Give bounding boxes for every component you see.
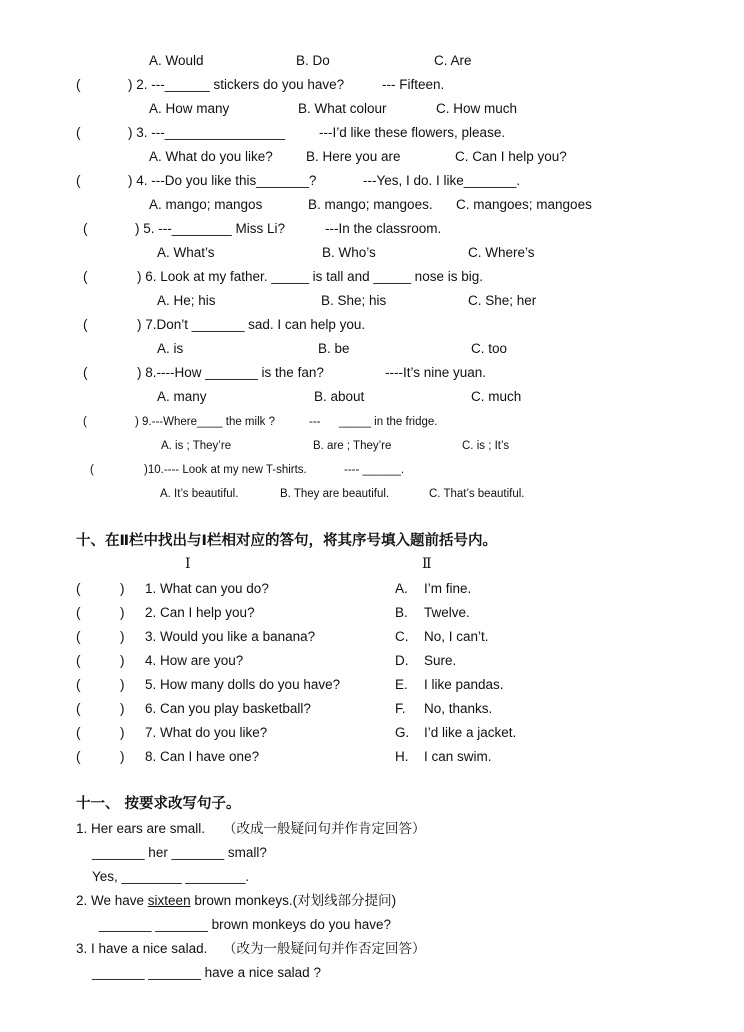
match-paren-close: ) [120,581,125,596]
rewrite-1-sentence: 1. Her ears are small. [76,821,206,836]
q5-option-a: A. What’s [157,245,215,260]
match-question: 6. Can you play basketball? [145,701,311,716]
match-answer-letter: C. [395,629,409,644]
match-paren-close: ) [120,701,125,716]
match-answer-letter: B. [395,605,408,620]
match-question: 5. How many dolls do you have? [145,677,341,692]
match-answer: I’d like a jacket. [424,725,517,740]
q4-paren: ( [76,173,81,188]
q3-option-a: A. What do you like? [149,149,273,164]
match-answer-letter: D. [395,653,409,668]
q3-answer: ---I’d like these flowers, please. [319,125,506,140]
q4-option-c: C. mangoes; mangoes [456,197,592,212]
q6-stem: ) 6. Look at my father. _____ is tall and _____ nose is big. [137,269,483,284]
match-answer: I’m fine. [424,581,472,596]
match-question: 8. Can I have one? [145,749,260,764]
q6-option-b: B. She; his [321,293,387,308]
match-question: 3. Would you like a banana? [145,629,316,644]
match-question: 1. What can you do? [145,581,269,596]
rewrite-2-question-line: _______ _______ brown monkeys do you have? [99,917,391,932]
q7-option-c: C. too [471,341,508,356]
q10-answer: ---- ______. [344,464,405,476]
q9-answer: _____ in the fridge. [339,416,438,428]
column1-header: Ⅰ [185,556,191,572]
q7-stem: ) 7.Don’t _______ sad. I can help you. [137,317,366,332]
match-answer: I like pandas. [424,677,504,692]
q2-stem: ) 2. ---______ stickers do you have? [128,77,345,92]
q8-answer: ----It’s nine yuan. [385,365,487,380]
q9-stem: ) 9.---Where____ the milk ? [135,416,275,428]
q5-paren: ( [83,221,88,236]
q10-option-b: B. They are beautiful. [280,488,390,500]
q2-paren: ( [76,77,81,92]
q10-stem: )10.---- Look at my new T-shirts. [144,464,307,476]
match-paren-close: ) [120,653,125,668]
rewrite-2-suffix: brown monkeys.(对划线部分提问) [190,893,397,908]
q1-option-b: B. Do [296,53,330,68]
q6-paren: ( [83,269,88,284]
q2-option-c: C. How much [436,101,518,116]
q3-option-c: C. Can I help you? [455,149,567,164]
q1-option-c: C. Are [434,53,472,68]
rewrite-2-underlined-word: sixteen [147,893,191,908]
q10-option-c: C. That’s beautiful. [429,488,525,500]
q4-stem: ) 4. ---Do you like this_______? [128,173,317,188]
part10-title: 十、在Ⅱ栏中找出与Ⅰ栏相对应的答句，将其序号填入题前括号内。 [76,533,497,549]
q2-option-b: B. What colour [298,101,387,116]
match-paren-close: ) [120,677,125,692]
match-answer: I can swim. [424,749,492,764]
match-paren-open: ( [76,725,81,740]
q7-option-a: A. is [157,341,184,356]
rewrite-3-sentence: 3. I have a nice salad. [76,941,208,956]
match-paren-close: ) [120,749,125,764]
column2-header: Ⅱ [422,556,432,572]
part11-title: 十一、 按要求改写句子。 [76,796,241,812]
q5-option-c: C. Where’s [468,245,535,260]
match-answer-letter: E. [395,677,408,692]
q8-option-b: B. about [314,389,365,404]
match-paren-open: ( [76,581,81,596]
match-answer: Twelve. [424,605,470,620]
q5-option-b: B. Who’s [322,245,376,260]
q7-paren: ( [83,317,88,332]
q8-option-a: A. many [157,389,207,404]
rewrite-1-instruction: （改成一般疑问句并作肯定回答） [223,821,426,836]
match-paren-close: ) [120,725,125,740]
q5-answer: ---In the classroom. [325,221,442,236]
q8-paren: ( [83,365,88,380]
q1-option-a: A. Would [149,53,204,68]
match-paren-open: ( [76,701,81,716]
match-paren-open: ( [76,653,81,668]
q3-option-b: B. Here you are [306,149,401,164]
match-answer-letter: G. [395,725,410,740]
q3-paren: ( [76,125,81,140]
rewrite-2-sentence [76,893,396,909]
q5-stem: ) 5. ---________ Miss Li? [135,221,286,236]
match-paren-close: ) [120,605,125,620]
q2-answer: --- Fifteen. [382,77,445,92]
match-answer: No, I can’t. [424,629,489,644]
match-paren-close: ) [120,629,125,644]
rewrite-2-prefix: 2. We have [76,893,148,908]
match-paren-open: ( [76,605,81,620]
q9-option-c: C. is ; It’s [462,440,510,452]
rewrite-3-question-line: _______ _______ have a nice salad ? [92,965,321,980]
q4-answer: ---Yes, I do. I like_______. [363,173,521,188]
match-paren-open: ( [76,629,81,644]
q9-dash: --- [309,416,321,428]
match-paren-open: ( [76,677,81,692]
q9-option-b: B. are ; They’re [313,440,392,452]
q3-stem: ) 3. ---________________ [128,125,285,140]
q7-option-b: B. be [318,341,350,356]
match-answer: Sure. [424,653,457,668]
q6-option-c: C. She; her [468,293,537,308]
match-question: 7. What do you like? [145,725,268,740]
q9-paren: ( [83,416,87,428]
match-question: 2. Can I help you? [145,605,255,620]
q8-stem: ) 8.----How _______ is the fan? [137,365,324,380]
rewrite-1-question-line: _______ her _______ small? [92,845,267,860]
q4-option-a: A. mango; mangos [149,197,263,212]
match-paren-open: ( [76,749,81,764]
rewrite-3-instruction: （改为一般疑问句并作否定回答） [223,941,426,956]
rewrite-1-answer-line: Yes, ________ ________. [92,869,250,884]
q6-option-a: A. He; his [157,293,216,308]
match-answer-letter: A. [395,581,408,596]
q9-option-a: A. is ; They’re [161,440,232,452]
match-question: 4. How are you? [145,653,244,668]
q10-paren: ( [90,464,94,476]
match-answer-letter: F. [395,701,406,716]
q4-option-b: B. mango; mangoes. [308,197,433,212]
q10-option-a: A. It’s beautiful. [160,488,239,500]
match-answer: No, thanks. [424,701,493,716]
match-answer-letter: H. [395,749,409,764]
q8-option-c: C. much [471,389,522,404]
q2-option-a: A. How many [149,101,230,116]
